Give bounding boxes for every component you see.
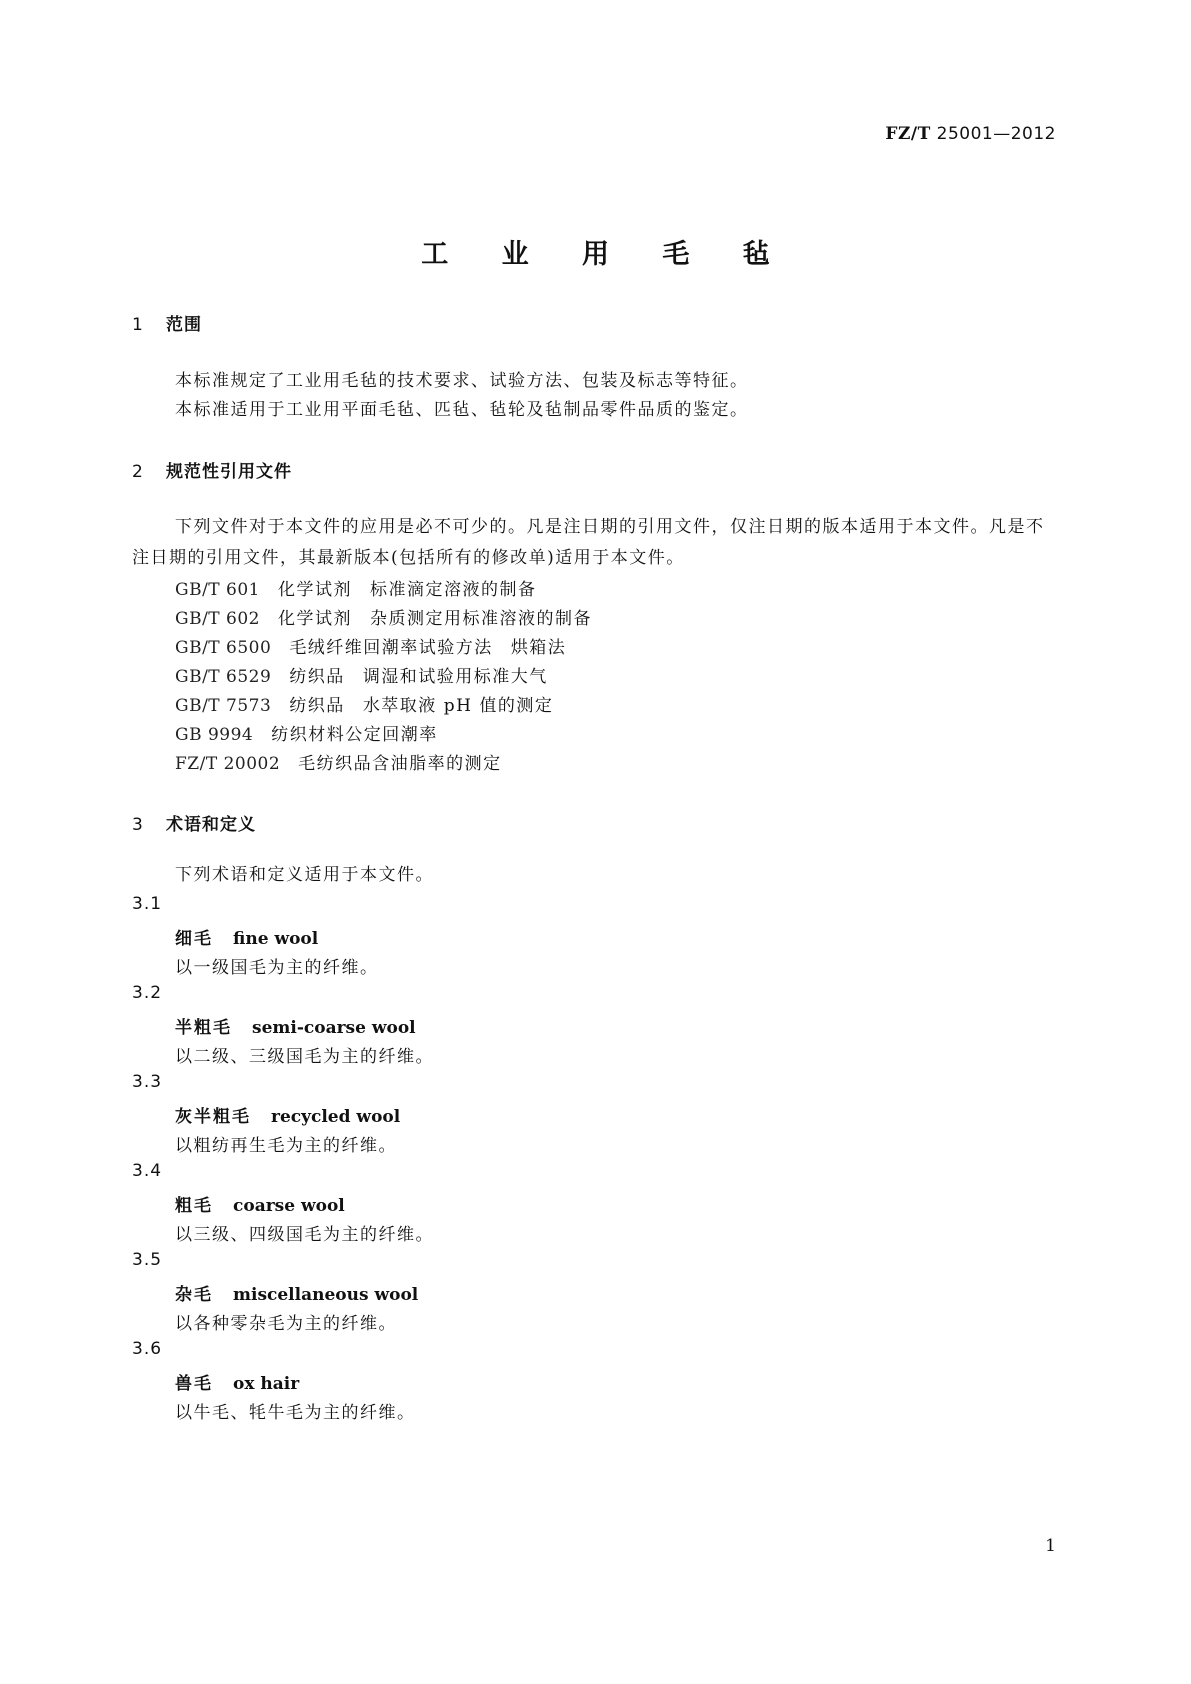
reference-subtitle: 调湿和试验用标准大气	[362, 667, 548, 687]
term-name-zh: 细毛	[175, 929, 213, 949]
document-title: 工 业 用 毛 毡	[421, 239, 792, 270]
page-number: 1	[1045, 1536, 1056, 1556]
term-name-zh: 半粗毛	[175, 1018, 232, 1038]
standard-number: 25001—2012	[936, 124, 1056, 144]
term-name-en: fine wool	[233, 929, 319, 949]
reference-code: GB/T 602	[175, 609, 260, 629]
term-definition: 以三级、四级国毛为主的纤维。	[175, 1225, 434, 1245]
term-heading	[175, 1191, 345, 1216]
scope-paragraph: 本标准规定了工业用毛毡的技术要求、试验方法、包装及标志等特征。	[175, 371, 749, 391]
reference-title: 毛纺织品含油脂率的测定	[298, 754, 502, 774]
term-name-zh: 兽毛	[175, 1374, 213, 1394]
term-definition: 以各种零杂毛为主的纤维。	[175, 1314, 397, 1334]
term-heading	[175, 1013, 416, 1038]
section-heading-scope	[132, 310, 202, 335]
term-number: 3.5	[132, 1250, 163, 1270]
section-title: 术语和定义	[166, 815, 256, 835]
term-heading	[175, 1102, 400, 1127]
reference-code: FZ/T 20002	[175, 754, 281, 774]
reference-title: 化学试剂	[278, 580, 352, 600]
reference-subtitle: 水萃取液 pH 值的测定	[362, 696, 554, 716]
term-number: 3.1	[132, 894, 163, 914]
reference-title: 纺织品	[289, 667, 345, 687]
term-name-en: ox hair	[233, 1374, 300, 1394]
section-heading-normative-references	[132, 457, 292, 482]
term-definition: 以二级、三级国毛为主的纤维。	[175, 1047, 434, 1067]
term-definition: 以牛毛、牦牛毛为主的纤维。	[175, 1403, 416, 1423]
reference-subtitle: 标准滴定溶液的制备	[370, 580, 537, 600]
term-name-en: coarse wool	[233, 1196, 345, 1216]
term-heading	[175, 1280, 418, 1305]
section-heading-terms-and-definitions	[132, 810, 256, 835]
reference-item	[175, 575, 537, 600]
terms-intro: 下列术语和定义适用于本文件。	[175, 865, 434, 885]
term-definition: 以一级国毛为主的纤维。	[175, 958, 379, 978]
term-number: 3.2	[132, 983, 163, 1003]
term-definition: 以粗纺再生毛为主的纤维。	[175, 1136, 397, 1156]
term-number: 3.4	[132, 1161, 163, 1181]
scope-paragraph: 本标准适用于工业用平面毛毡、匹毡、毡轮及毡制品零件品质的鉴定。	[175, 400, 749, 420]
reference-item	[175, 720, 438, 745]
reference-title: 纺织品	[289, 696, 345, 716]
term-number: 3.6	[132, 1339, 163, 1359]
section-title: 范围	[166, 315, 202, 335]
term-name-zh: 杂毛	[175, 1285, 213, 1305]
references-intro: 下列文件对于本文件的应用是必不可少的。凡是注日期的引用文件，仅注日期的版本适用于本文件。凡是不注日期的引用文件，其最新版本(包括所有的修改单)适用于本文件。	[132, 517, 1045, 568]
term-number: 3.3	[132, 1072, 163, 1092]
reference-item	[175, 749, 502, 774]
term-name-zh: 粗毛	[175, 1196, 213, 1216]
reference-code: GB/T 6500	[175, 638, 272, 658]
reference-code: GB 9994	[175, 725, 254, 745]
reference-title: 纺织材料公定回潮率	[271, 725, 438, 745]
term-name-en: recycled wool	[271, 1107, 401, 1127]
reference-item	[175, 604, 592, 629]
reference-code: GB/T 6529	[175, 667, 272, 687]
reference-code: GB/T 7573	[175, 696, 272, 716]
reference-item	[175, 691, 553, 716]
standard-code	[885, 124, 1056, 144]
reference-title: 毛绒纤维回潮率试验方法	[289, 638, 493, 658]
reference-title: 化学试剂	[278, 609, 352, 629]
section-title: 规范性引用文件	[166, 462, 292, 482]
reference-code: GB/T 601	[175, 580, 260, 600]
term-heading	[175, 1369, 299, 1394]
section-number: 1	[132, 315, 143, 335]
section-number: 3	[132, 815, 143, 835]
term-name-en: miscellaneous wool	[233, 1285, 419, 1305]
reference-subtitle: 杂质测定用标准溶液的制备	[370, 609, 592, 629]
standard-prefix: FZ/T	[885, 124, 931, 144]
term-name-en: semi-coarse wool	[252, 1018, 416, 1038]
reference-subtitle: 烘箱法	[510, 638, 567, 658]
term-name-zh: 灰半粗毛	[175, 1107, 251, 1127]
section-number: 2	[132, 462, 143, 482]
term-heading	[175, 924, 318, 949]
reference-item	[175, 633, 566, 658]
reference-item	[175, 662, 548, 687]
